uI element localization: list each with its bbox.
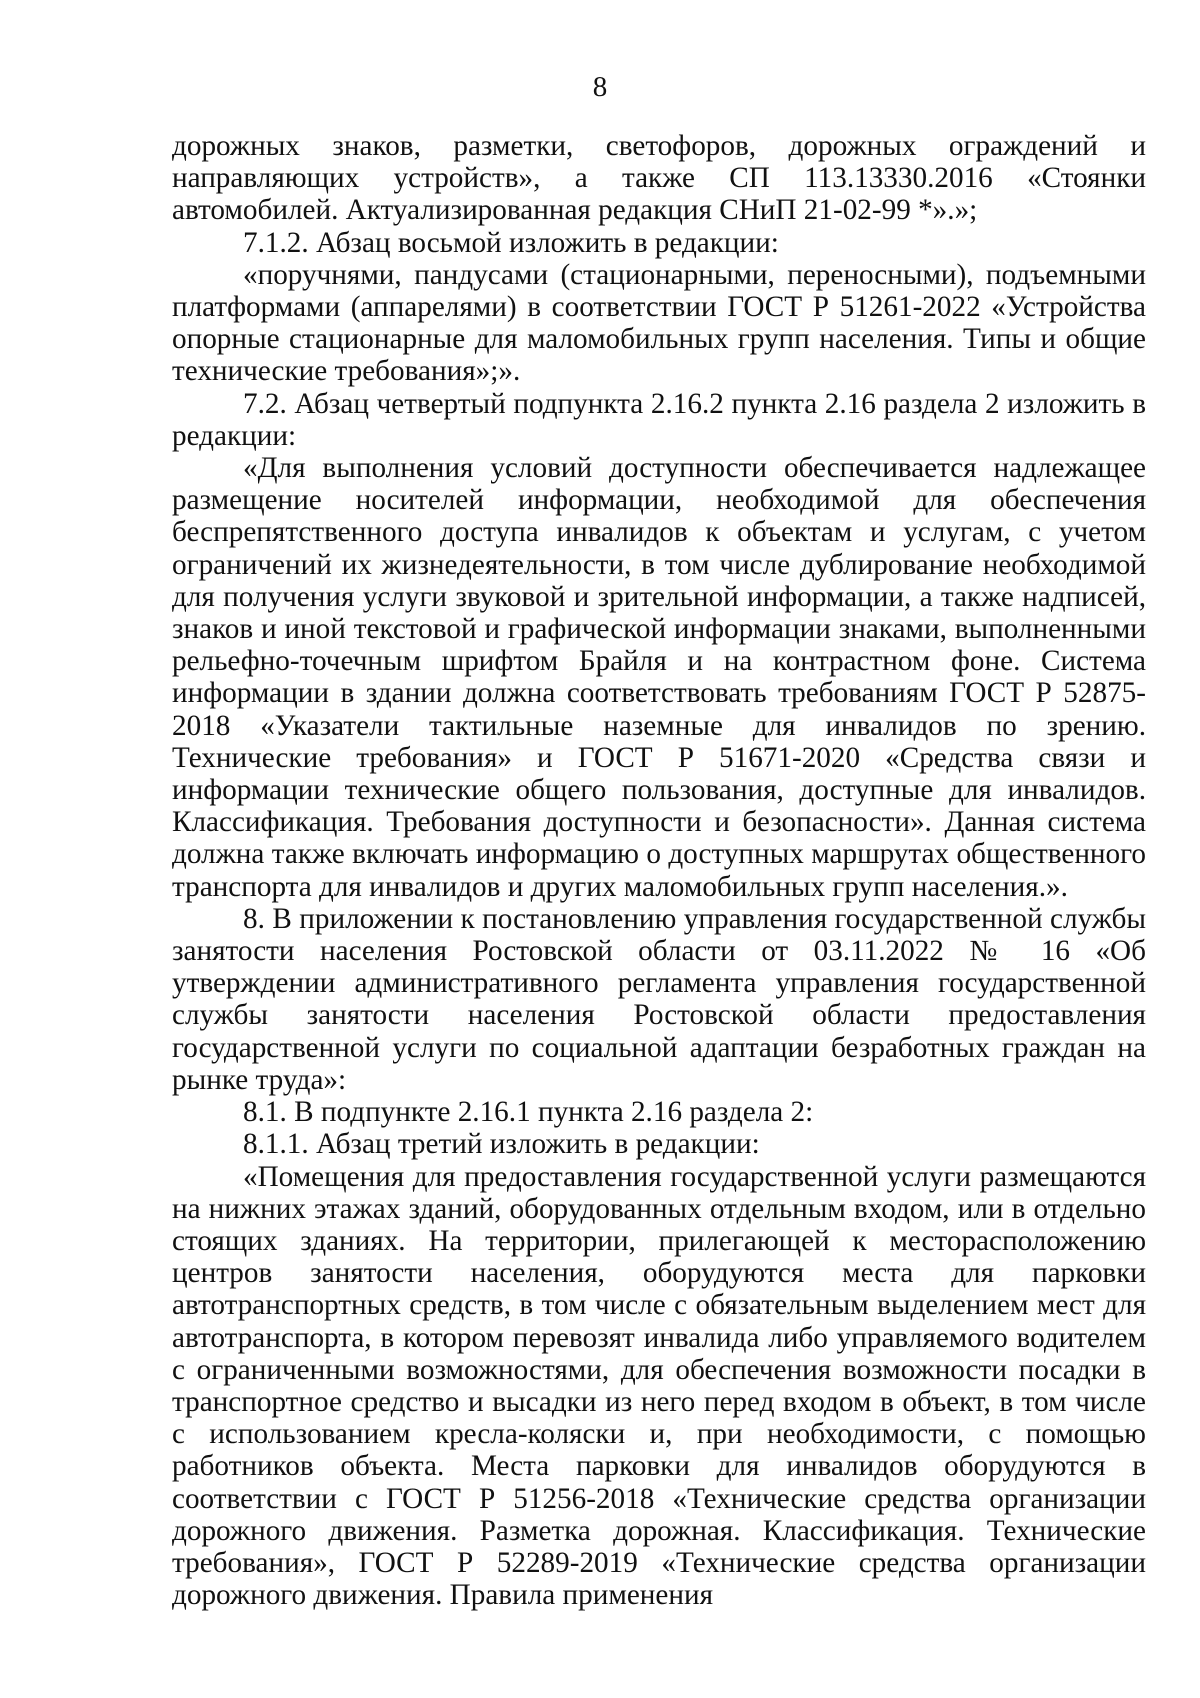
paragraph-4: 7.2. Абзац четвертый подпункта 2.16.2 пункта 2.16 раздела 2 изложить в редакции: xyxy=(172,387,1146,452)
paragraph-2: 7.1.2. Абзац восьмой изложить в редакции: xyxy=(243,226,779,259)
paragraph-9: «Помещения для предоставления государственной услуги размещаются на нижних этажах зданий, оборудованных отдельным входом, или в отдельно стоящих зданиях. На территории, прилегающей к месторасположению центров занятости населения, оборудуются места для парковки автотранспортных средств, в том числе с обязательным выделением мест для автотранспорта, в котором перевозят инвалида либо управляемого водителем с ограниченными возможностями, для обеспечения возможности посадки в транспортное средство и высадки из него перед входом в объект, в том числе с использованием кресла-коляски и, при необходимости, с помощью работников объекта. Места парковки для инвалидов оборудуются в соответствии с ГОСТ Р 51256-2018 «Технические средства организации дорожного движения. Разметка дорожная. Классификация. Технические требования», ГОСТ Р 52289-2019 «Технические средства организации дорожного движения. Правила применения xyxy=(172,1160,1146,1612)
paragraph-6: 8. В приложении к постановлению управления государственной службы занятости населения Ростовской области от 03.11.2022 № 16 «Об утверждении административного регламента управления государственной службы занятости населения Ростовской области предоставления государственной услуги по социальной адаптации безработных граждан на рынке труда»: xyxy=(172,902,1146,1096)
paragraph-3: «поручнями, пандусами (стационарными, переносными), подъемными платформами (аппарелями) в соответствии ГОСТ Р 51261-2022 «Устройства опорные стационарные для маломобильных групп населения. Типы и общие технические требования»;». xyxy=(172,258,1146,388)
page-number: 8 xyxy=(592,71,608,103)
paragraph-7: 8.1. В подпункте 2.16.1 пункта 2.16 раздела 2: xyxy=(243,1096,814,1129)
document-body xyxy=(172,130,1146,1611)
paragraph-5: «Для выполнения условий доступности обеспечивается надлежащее размещение носителей информации, необходимой для обеспечения беспрепятственного доступа инвалидов к объектам и услугам, с учетом ограничений их жизнедеятельности, в том числе дублирование необходимой для получения услуги звуковой и зрительной информации, а также надписей, знаков и иной текстовой и графической информации знаками, выполненными рельефно-точечным шрифтом Брайля и на контрастном фоне. Система информации в здании должна соответствовать требованиям ГОСТ Р 52875-2018 «Указатели тактильные наземные для инвалидов по зрению. Технические требования» и ГОСТ Р 51671-2020 «Средства связи и информации технические общего пользования, доступные для инвалидов. Классификация. Требования доступности и безопасности». Данная система должна также включать информацию о доступных маршрутах общественного транспорта для инвалидов и других маломобильных групп населения.». xyxy=(172,452,1146,903)
paragraph-1: дорожных знаков, разметки, светофоров, дорожных ограждений и направляющих устройств», а также СП 113.13330.2016 «Стоянки автомобилей. Актуализированная редакция СНиП 21-02-99 *».»; xyxy=(172,130,1146,227)
paragraph-8: 8.1.1. Абзац третий изложить в редакции: xyxy=(243,1128,760,1161)
